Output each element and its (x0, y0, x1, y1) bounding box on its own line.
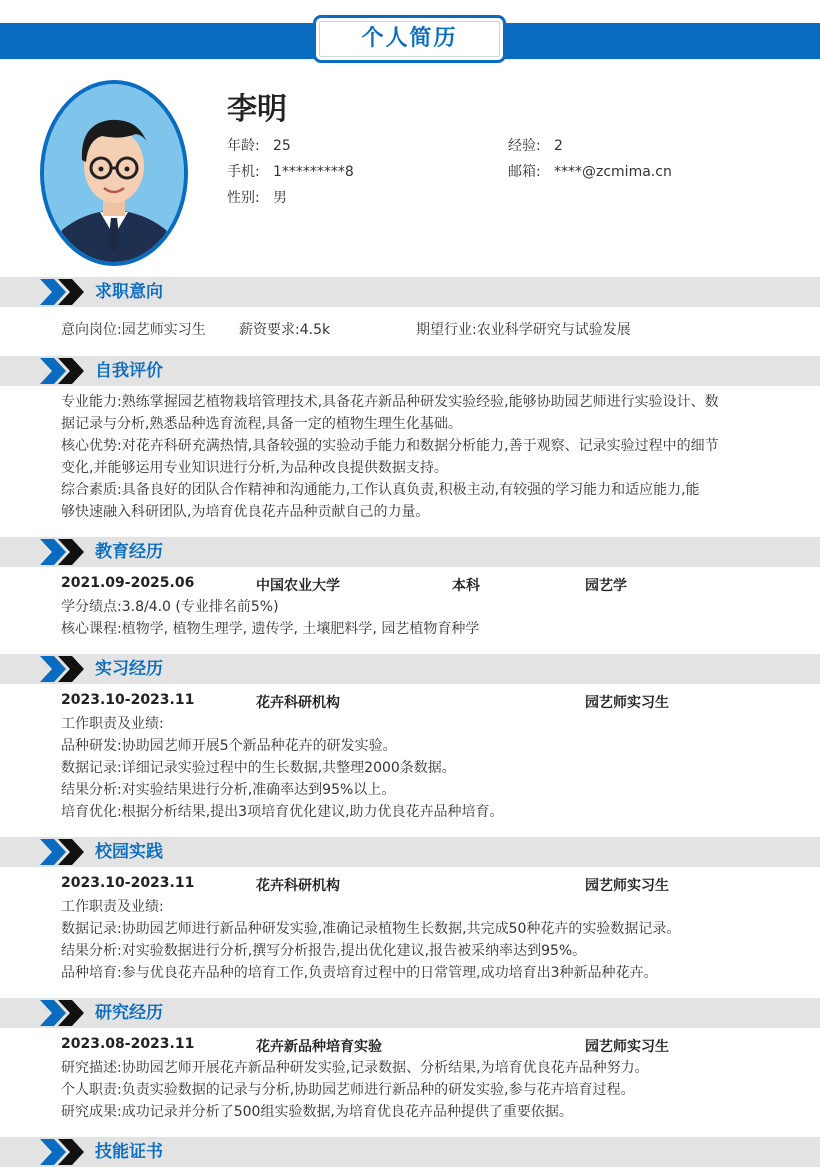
research-line: 研究成果:成功记录并分析了500组实验数据,为培育优良花卉品种提供了重要依据。 (61, 1104, 573, 1120)
education-period: 2021.09-2025.06 (61, 575, 195, 591)
section-header-intent (0, 277, 820, 307)
intent-position: 意向岗位:园艺师实习生 (61, 322, 206, 338)
internship-org: 花卉科研机构 (256, 695, 340, 711)
avatar (40, 80, 188, 266)
internship-line: 品种研发:协助园艺师开展5个新品种花卉的研发实验。 (61, 738, 397, 754)
internship-line: 工作职责及业绩: (61, 716, 164, 732)
section-header-internship (0, 654, 820, 684)
intent-industry: 期望行业:农业科学研究与试验发展 (416, 322, 631, 338)
self-eval-line: 核心优势:对花卉科研充满热情,具备较强的实验动手能力和数据分析能力,善于观察、记录实验过程中的细节 (61, 438, 719, 454)
internship-role: 园艺师实习生 (585, 695, 669, 711)
age-field (227, 135, 291, 155)
self-eval-line: 够快速融入科研团队,为培育优良花卉品种贡献自己的力量。 (61, 504, 430, 520)
research-role: 园艺师实习生 (585, 1039, 669, 1055)
section-title-campus: 校园实践 (95, 842, 163, 862)
email-label: 邮箱: (508, 164, 541, 180)
section-title-education: 教育经历 (95, 542, 163, 562)
gender-value: 男 (273, 190, 287, 206)
self-eval-line: 综合素质:具备良好的团队合作精神和沟通能力,工作认真负责,积极主动,有较强的学习能力和适应能力,能 (61, 482, 700, 498)
research-line: 研究描述:协助园艺师开展花卉新品种研发实验,记录数据、分析结果,为培育优良花卉品种努力。 (61, 1060, 649, 1076)
phone-label: 手机: (227, 164, 260, 180)
double-chevron-icon (40, 998, 90, 1028)
campus-line: 品种培育:参与优良花卉品种的培育工作,负责培育过程中的日常管理,成功培育出3种新品种花卉。 (61, 965, 658, 981)
intent-salary: 薪资要求:4.5k (239, 322, 331, 338)
campus-role: 园艺师实习生 (585, 878, 669, 894)
experience-value: 2 (554, 138, 563, 154)
section-header-education (0, 537, 820, 567)
experience-field (508, 135, 563, 155)
avatar-portrait-icon (44, 84, 184, 262)
phone-value: 1*********8 (273, 164, 354, 180)
double-chevron-icon (40, 1137, 90, 1167)
double-chevron-icon (40, 654, 90, 684)
internship-line: 数据记录:详细记录实验过程中的生长数据,共整理2000条数据。 (61, 760, 456, 776)
age-label: 年龄: (227, 138, 260, 154)
self-eval-line: 变化,并能够运用专业知识进行分析,为品种改良提供数据支持。 (61, 460, 448, 476)
email-value: ****@zcmima.cn (554, 164, 672, 180)
research-period: 2023.08-2023.11 (61, 1036, 195, 1052)
internship-line: 培育优化:根据分析结果,提出3项培育优化建议,助力优良花卉品种培育。 (61, 804, 504, 820)
education-line: 学分绩点:3.8/4.0 (专业排名前5%) (61, 599, 279, 615)
self-eval-line: 据记录与分析,熟悉品种选育流程,具备一定的植物生理生化基础。 (61, 416, 462, 432)
email-field (508, 161, 672, 181)
campus-line: 结果分析:对实验数据进行分析,撰写分析报告,提出优化建议,报告被采纳率达到95%。 (61, 943, 587, 959)
age-value: 25 (273, 138, 291, 154)
section-header-self-eval (0, 356, 820, 386)
section-title-research: 研究经历 (95, 1003, 163, 1023)
double-chevron-icon (40, 356, 90, 386)
section-title-skills: 技能证书 (95, 1142, 163, 1162)
section-header-campus (0, 837, 820, 867)
resume-title: 个人简历 (361, 26, 458, 51)
campus-period: 2023.10-2023.11 (61, 875, 195, 891)
education-school: 中国农业大学 (256, 578, 340, 594)
section-title-internship: 实习经历 (95, 659, 163, 679)
phone-field (227, 161, 354, 181)
self-eval-line: 专业能力:熟练掌握园艺植物栽培管理技术,具备花卉新品种研发实验经验,能够协助园艺师进行实验设计、数 (61, 394, 719, 410)
campus-line: 数据记录:协助园艺师进行新品种研发实验,准确记录植物生长数据,共完成50种花卉的实验数据记录。 (61, 921, 681, 937)
gender-field (227, 187, 287, 207)
section-header-research (0, 998, 820, 1028)
experience-label: 经验: (508, 138, 541, 154)
double-chevron-icon (40, 277, 90, 307)
campus-line: 工作职责及业绩: (61, 899, 164, 915)
section-header-skills (0, 1137, 820, 1167)
research-line: 个人职责:负责实验数据的记录与分析,协助园艺师进行新品种的研发实验,参与花卉培育过程。 (61, 1082, 635, 1098)
internship-period: 2023.10-2023.11 (61, 692, 195, 708)
education-line: 核心课程:植物学, 植物生理学, 遗传学, 土壤肥料学, 园艺植物育种学 (61, 621, 480, 637)
internship-line: 结果分析:对实验结果进行分析,准确率达到95%以上。 (61, 782, 396, 798)
section-title-self-eval: 自我评价 (95, 361, 163, 381)
education-degree: 本科 (452, 578, 480, 594)
research-project: 花卉新品种培育实验 (256, 1039, 382, 1055)
campus-org: 花卉科研机构 (256, 878, 340, 894)
education-major: 园艺学 (585, 578, 627, 594)
resume-title-box (313, 15, 506, 63)
double-chevron-icon (40, 537, 90, 567)
gender-label: 性别: (227, 190, 260, 206)
candidate-name: 李明 (227, 92, 287, 127)
double-chevron-icon (40, 837, 90, 867)
section-title-intent: 求职意向 (95, 282, 163, 302)
